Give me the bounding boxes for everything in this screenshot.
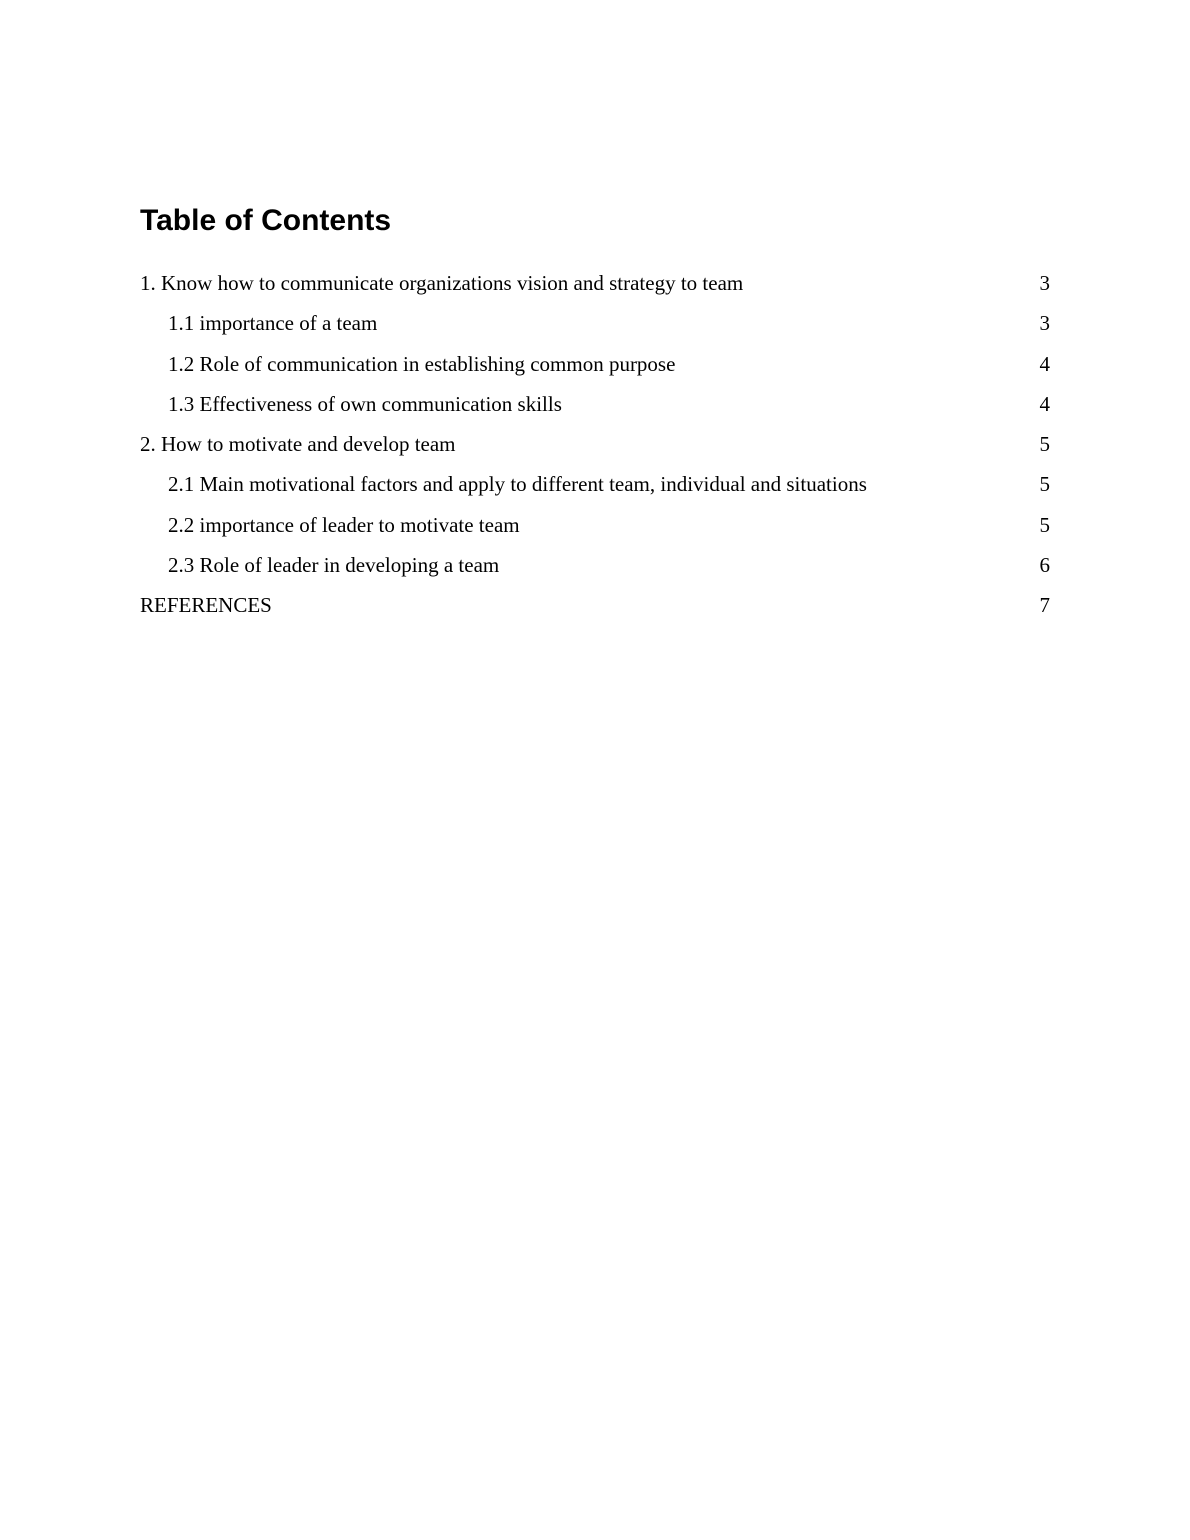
toc-entry-label: 2.3 Role of leader in developing a team	[168, 545, 503, 585]
toc-entry[interactable]	[140, 464, 1050, 504]
toc-page-number: 5	[1039, 432, 1050, 456]
toc-entry[interactable]	[140, 263, 1050, 303]
toc-list	[140, 263, 1050, 625]
toc-entry-label: REFERENCES	[140, 585, 276, 625]
toc-entry[interactable]	[140, 545, 1050, 585]
toc-page-number: 6	[1039, 552, 1050, 577]
toc-entry-label: 1.3 Effectiveness of own communication skills	[168, 384, 566, 424]
toc-entry-label: 1.1 importance of a team	[168, 303, 381, 343]
toc-entry-label: 2. How to motivate and develop team	[140, 424, 460, 464]
toc-page-number: 3	[1039, 271, 1050, 295]
toc-entry[interactable]	[140, 303, 1050, 343]
toc-page-number: 4	[1039, 391, 1050, 416]
toc-page-number: 5	[1039, 512, 1050, 537]
toc-entry[interactable]	[140, 384, 1050, 424]
toc-page-number: 7	[1039, 593, 1050, 617]
toc-page-number: 5	[1039, 472, 1050, 497]
toc-entry[interactable]	[140, 585, 1050, 625]
toc-entry-label: 1.2 Role of communication in establishing common purpose	[168, 344, 679, 384]
toc-entry-label: 1. Know how to communicate organizations vision and strategy to team	[140, 263, 747, 303]
toc-entry-label: 2.2 importance of leader to motivate team	[168, 505, 524, 545]
toc-page-number: 4	[1039, 351, 1050, 376]
toc-entry-label: 2.1 Main motivational factors and apply to different team, individual and situations	[168, 464, 871, 504]
toc-entry[interactable]	[140, 424, 1050, 464]
toc-entry[interactable]	[140, 505, 1050, 545]
toc-page-number: 3	[1039, 311, 1050, 336]
toc-heading: Table of Contents	[140, 204, 392, 237]
toc-entry[interactable]	[140, 344, 1050, 384]
